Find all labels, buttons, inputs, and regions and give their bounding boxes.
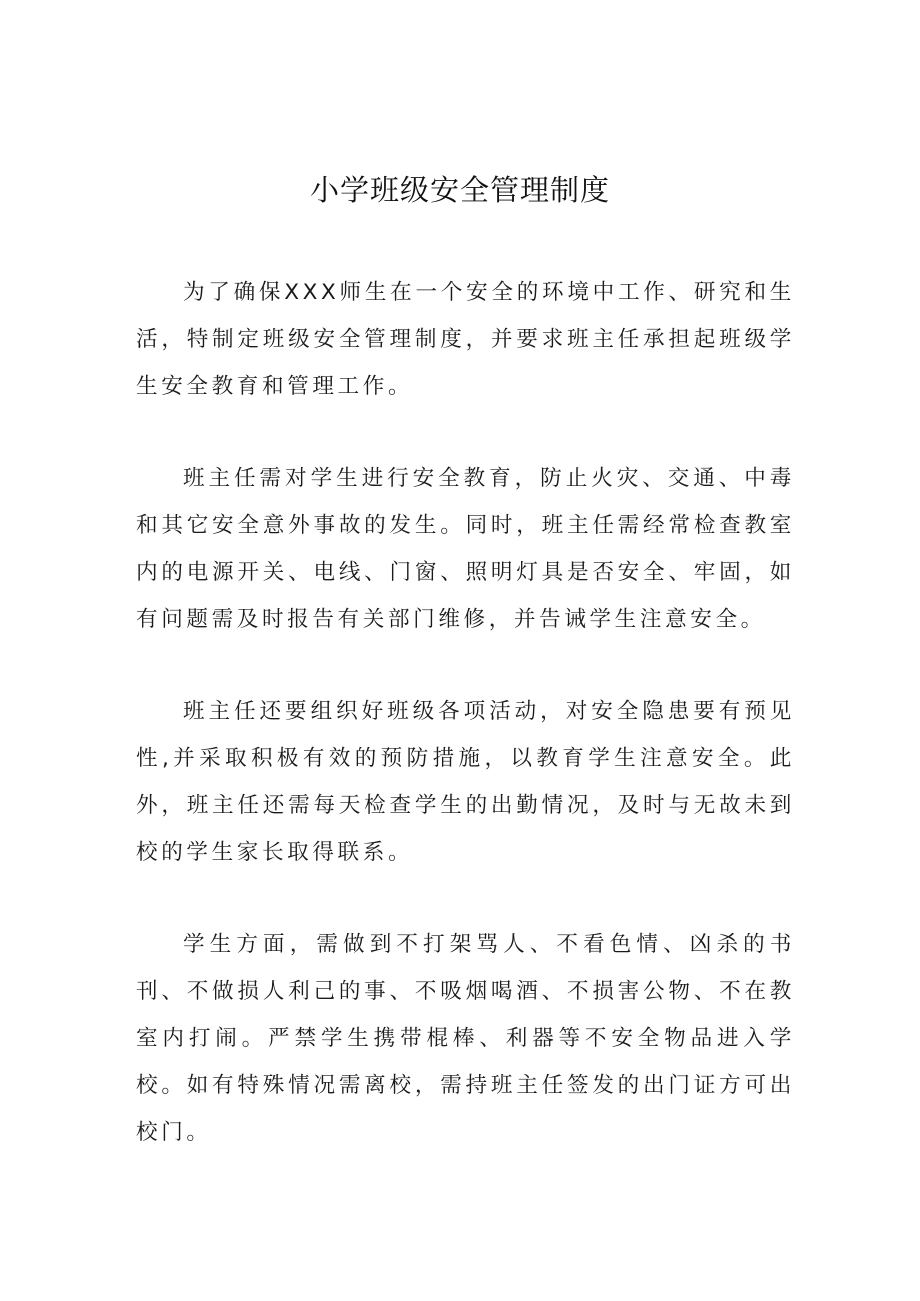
document-title: 小学班级安全管理制度 bbox=[309, 173, 610, 207]
paragraph-2: 班主任需对学生进行安全教育，防止火灾、交通、中毒和其它安全意外事故的发生。同时，班主任需经常检查教室内的电源开关、电线、门窗、照明灯具是否安全、牢固，如有问题需及时报告有关部门维修，并告诫学生注意安全。 bbox=[136, 466, 795, 632]
paragraph-3: 班主任还要组织好班级各项活动，对安全隐患要有预见性,并采取积极有效的预防措施，以教育学生注意安全。此外，班主任还需每天检查学生的出勤情况，及时与无故未到校的学生家长取得联系。 bbox=[136, 699, 795, 865]
document-body bbox=[136, 269, 795, 1201]
paragraph-4: 学生方面，需做到不打架骂人、不看色情、凶杀的书刊、不做损人利己的事、不吸烟喝酒、不损害公物、不在教室内打闹。严禁学生携带棍棒、利器等不安全物品进入学校。如有特殊情况需离校，需持班主任签发的出门证方可出校门。 bbox=[136, 932, 795, 1145]
paragraph-1: 为了确保XXX师生在一个安全的环境中工作、研究和生活，特制定班级安全管理制度，并要求班主任承担起班级学生安全教育和管理工作。 bbox=[136, 280, 795, 399]
